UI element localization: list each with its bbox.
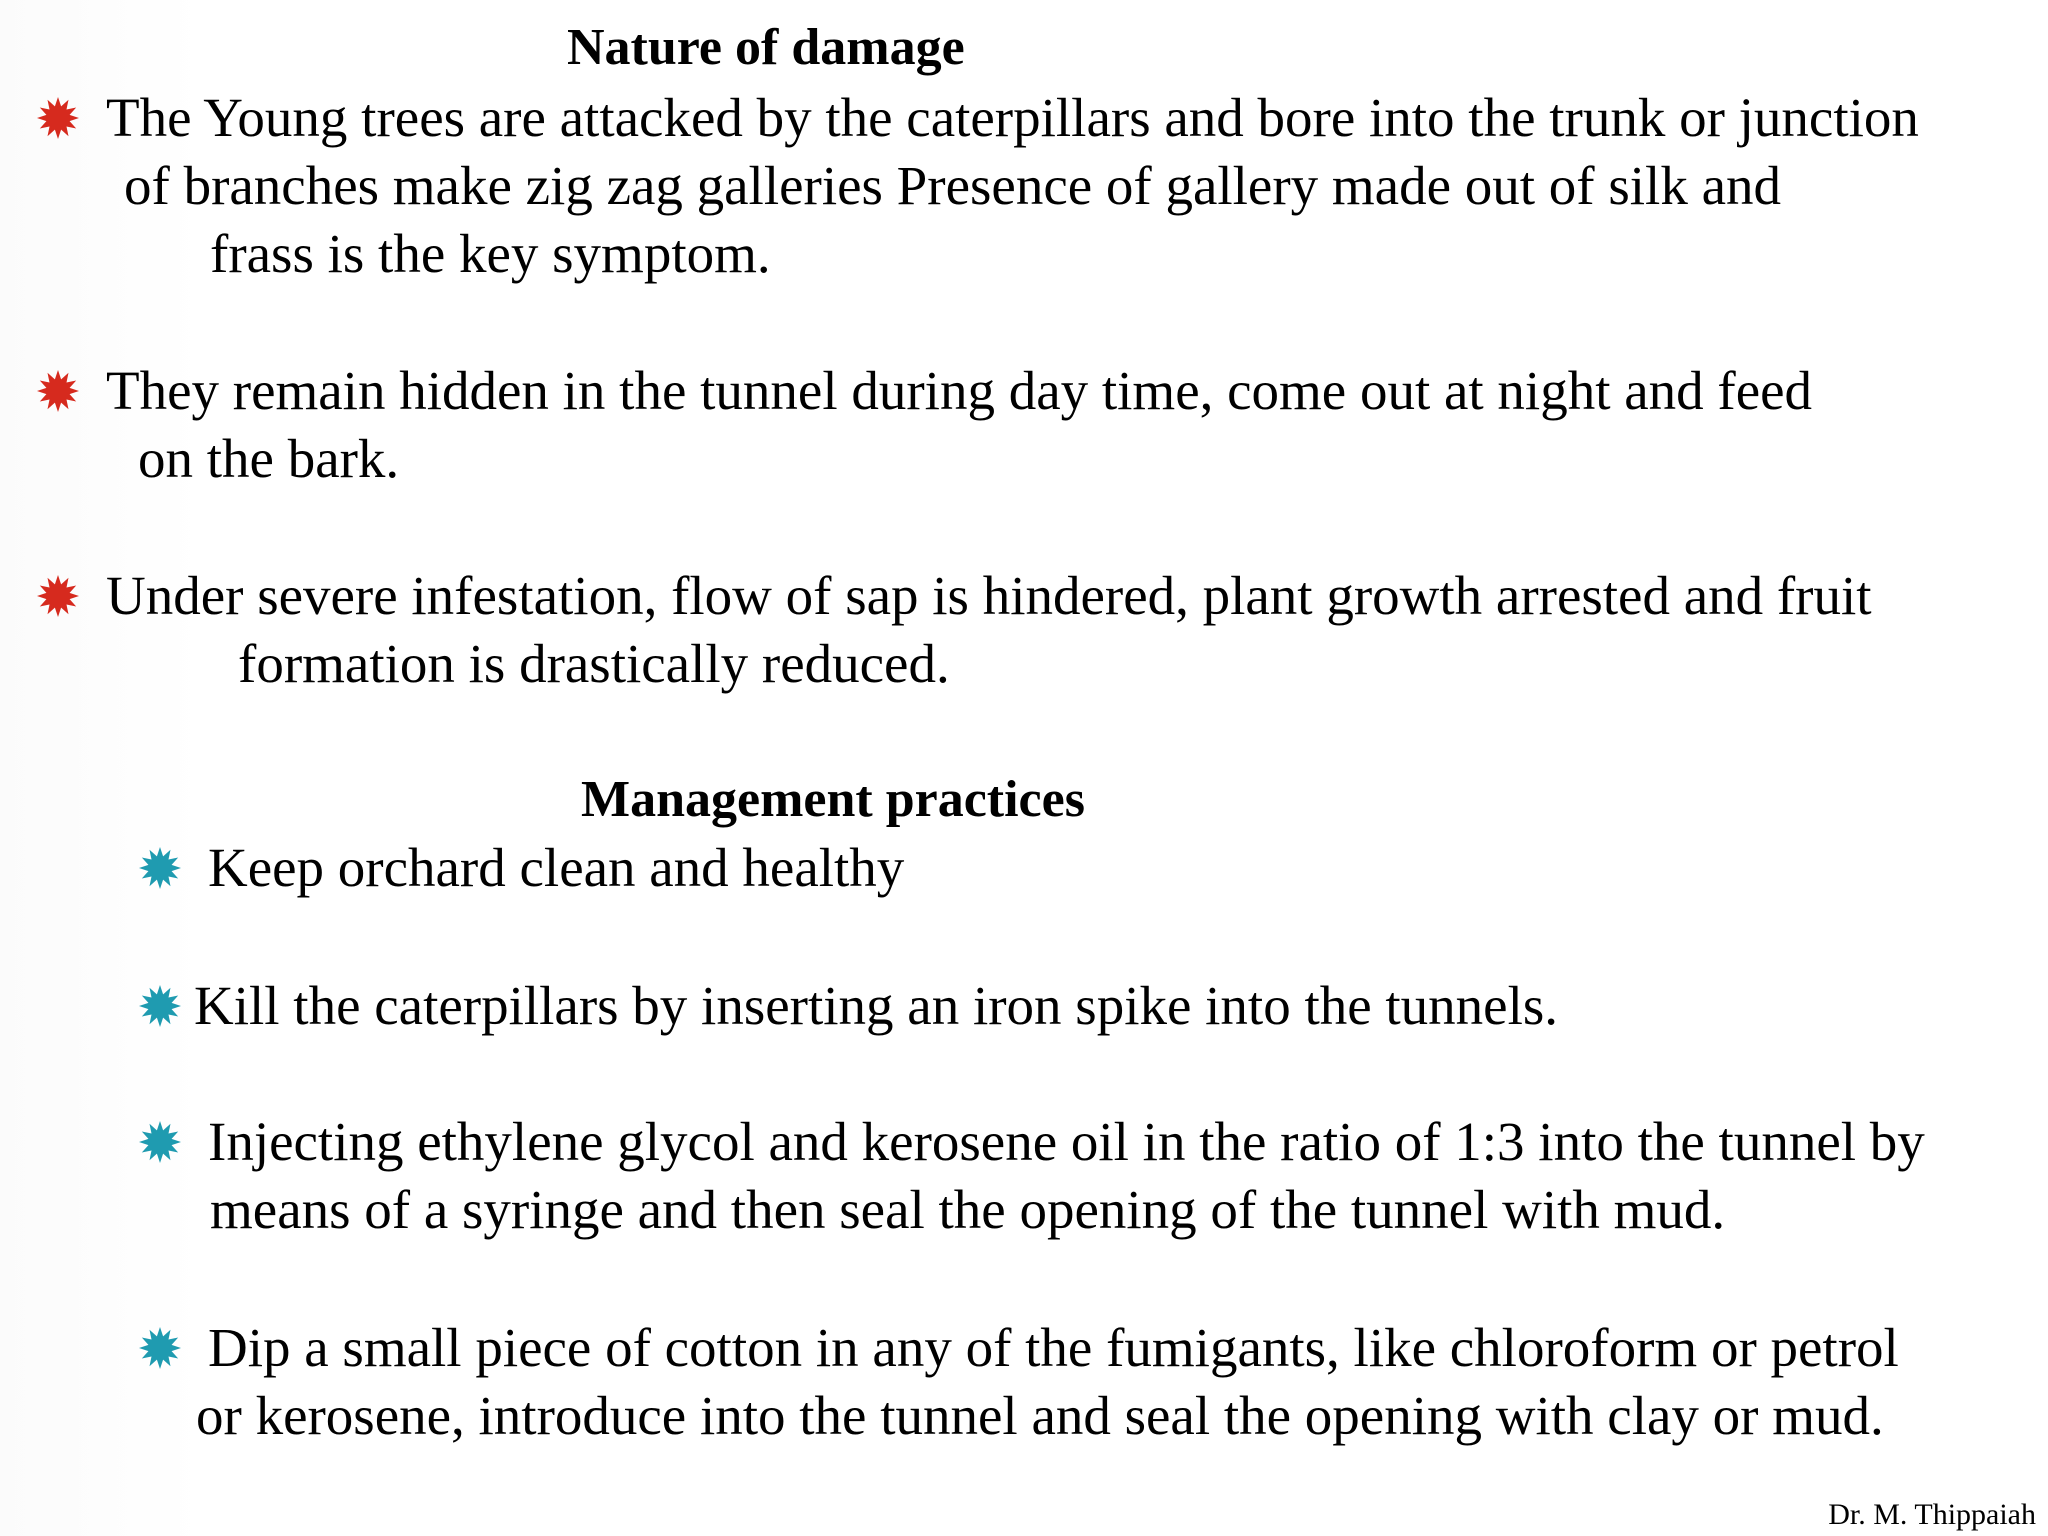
teal-starburst-bullet-icon: [138, 984, 182, 1028]
damage-item-3-line-2: formation is drastically reduced.: [238, 633, 950, 694]
management-item-4-line-1: Dip a small piece of cotton in any of the fumigants, like chloroform or petrol: [208, 1317, 1899, 1378]
damage-item-2-line-2: on the bark.: [138, 428, 400, 489]
damage-item-1-line-2: of branches make zig zag galleries Presence of gallery made out of silk and: [124, 155, 1781, 216]
damage-item-3-line-1: Under severe infestation, flow of sap is hindered, plant growth arrested and fruit: [106, 565, 1872, 626]
management-item-1-line-1: Keep orchard clean and healthy: [208, 837, 905, 898]
damage-item-1-line-1: The Young trees are attacked by the caterpillars and bore into the trunk or junction: [106, 87, 1919, 148]
teal-starburst-bullet-icon: [138, 1326, 182, 1370]
management-item-3-line-1: Injecting ethylene glycol and kerosene oil in the ratio of 1:3 into the tunnel by: [208, 1111, 1925, 1172]
management-item-3-line-2: means of a syringe and then seal the opening of the tunnel with mud.: [210, 1179, 1726, 1240]
red-starburst-bullet-icon: [36, 96, 80, 140]
damage-item-1-line-3: frass is the key symptom.: [210, 223, 771, 284]
nature-of-damage-heading: Nature of damage: [567, 19, 965, 76]
management-practices-heading: Management practices: [581, 771, 1085, 828]
red-starburst-bullet-icon: [36, 574, 80, 618]
red-starburst-bullet-icon: [36, 369, 80, 413]
teal-starburst-bullet-icon: [138, 846, 182, 890]
management-item-4-line-2: or kerosene, introduce into the tunnel and seal the opening with clay or mud.: [196, 1385, 1884, 1446]
damage-item-2-line-1: They remain hidden in the tunnel during day time, come out at night and feed: [106, 360, 1813, 421]
author-credit: Dr. M. Thippaiah: [1828, 1498, 2036, 1531]
management-item-2-line-1: Kill the caterpillars by inserting an iron spike into the tunnels.: [194, 975, 1559, 1036]
teal-starburst-bullet-icon: [138, 1120, 182, 1164]
